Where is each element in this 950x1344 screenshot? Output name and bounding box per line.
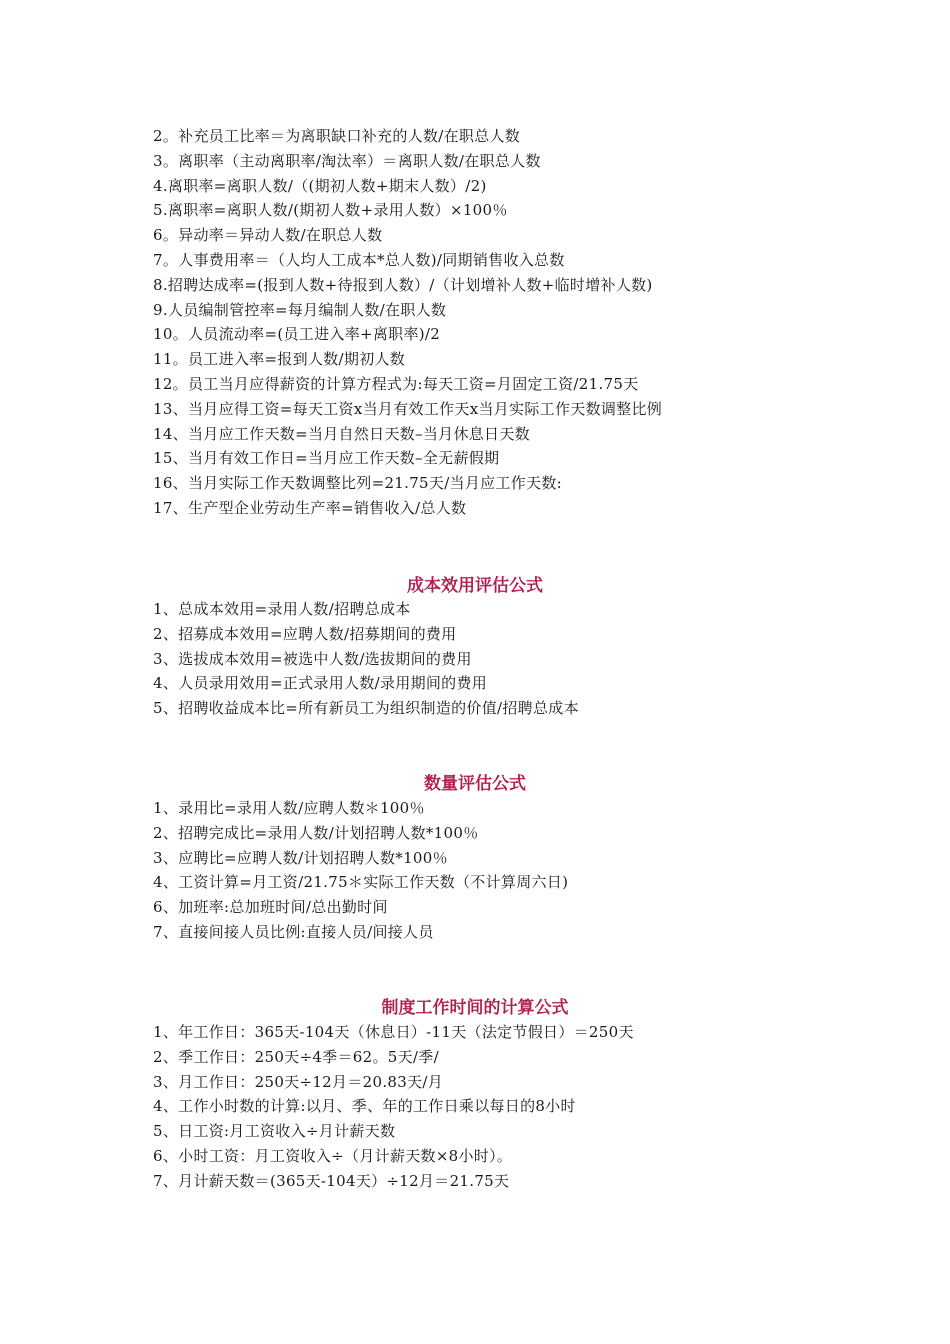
formula-line: 2、招聘完成比=录用人数/计划招聘人数*100％	[153, 823, 479, 842]
formula-line: 10。人员流动率=(员工进入率+离职率)/2	[153, 325, 441, 344]
formula-line: 3。离职率（主动离职率/淘汰率）＝离职人数/在职总人数	[153, 151, 541, 170]
formula-line: 2。补充员工比率＝为离职缺口补充的人数/在职总人数	[153, 127, 521, 145]
formula-line: 3、应聘比=应聘人数/计划招聘人数*100％	[153, 848, 448, 867]
formula-line: 8.招聘达成率=(报到人数+待报到人数）/（计划增补人数+临时增补人数)	[153, 275, 653, 294]
formula-line: 7。人事费用率＝（人均人工成本*总人数)/同期销售收入总数	[153, 250, 565, 269]
formula-line: 9.人员编制管控率=每月编制人数/在职人数	[153, 300, 447, 319]
formula-line: 14、当月应工作天数=当月自然日天数–当月休息日天数	[153, 424, 530, 443]
formula-line: 2、招募成本效用=应聘人数/招募期间的费用	[153, 624, 457, 643]
formula-line: 5、招聘收益成本比=所有新员工为组织制造的价值/招聘总成本	[153, 699, 579, 718]
formula-line: 5.离职率=离职人数/(期初人数+录用人数）×100％	[153, 201, 508, 220]
cost-formula-list	[153, 597, 793, 721]
formula-line: 11。员工进入率=报到人数/期初人数	[153, 350, 406, 369]
formula-line: 13、当月应得工资=每天工资x当月有效工作天x当月实际工作天数调整比例	[153, 399, 663, 418]
formula-line: 16、当月实际工作天数调整比列=21.75天/当月应工作天数:	[153, 474, 563, 493]
worktime-section-title: 制度工作时间的计算公式	[381, 998, 569, 1018]
formula-line: 17、生产型企业劳动生产率=销售收入/总人数	[153, 498, 467, 517]
formula-line: 1、录用比=录用人数/应聘人数＊100％	[153, 799, 425, 817]
formula-line: 5、日工资:月工资收入÷月计薪天数	[153, 1122, 396, 1141]
cost-section-title: 成本效用评估公式	[407, 576, 543, 596]
formula-line: 3、选拔成本效用=被选中人数/选拔期间的费用	[153, 649, 472, 668]
formula-line: 12。员工当月应得薪资的计算方程式为:每天工资=月固定工资/21.75天	[153, 374, 639, 393]
formula-line: 1、总成本效用=录用人数/招聘总成本	[153, 600, 411, 618]
formula-line: 1、年工作日：365天-104天（休息日）-11天（法定节假日）＝250天	[153, 1023, 634, 1041]
formula-line: 2、季工作日：250天÷4季＝62。5天/季/	[153, 1047, 439, 1066]
formula-line: 7、直接间接人员比例:直接人员/间接人员	[153, 922, 434, 941]
formula-line: 4.离职率=离职人数/（(期初人数+期末人数）/2)	[153, 176, 487, 195]
formula-line: 4、人员录用效用=正式录用人数/录用期间的费用	[153, 674, 488, 693]
quantity-formula-list	[153, 796, 793, 945]
formula-line: 6、加班率:总加班时间/总出勤时间	[153, 898, 388, 917]
formula-line: 4、工作小时数的计算:以月、季、年的工作日乘以每日的8小时	[153, 1097, 576, 1116]
formula-line: 3、月工作日：250天÷12月＝20.83天/月	[153, 1072, 444, 1091]
intro-formula-list	[153, 124, 793, 521]
formula-line: 4、工资计算=月工资/21.75＊实际工作天数（不计算周六日)	[153, 873, 569, 892]
quantity-section-title: 数量评估公式	[424, 774, 526, 794]
formula-line: 6、小时工资：月工资收入÷（月计薪天数×8小时）。	[153, 1146, 513, 1165]
formula-line: 6。异动率＝异动人数/在职总人数	[153, 226, 383, 245]
formula-line: 15、当月有效工作日=当月应工作天数–全无薪假期	[153, 449, 500, 468]
worktime-formula-list	[153, 1020, 793, 1194]
formula-line: 7、月计薪天数＝(365天-104天）÷12月＝21.75天	[153, 1171, 510, 1190]
